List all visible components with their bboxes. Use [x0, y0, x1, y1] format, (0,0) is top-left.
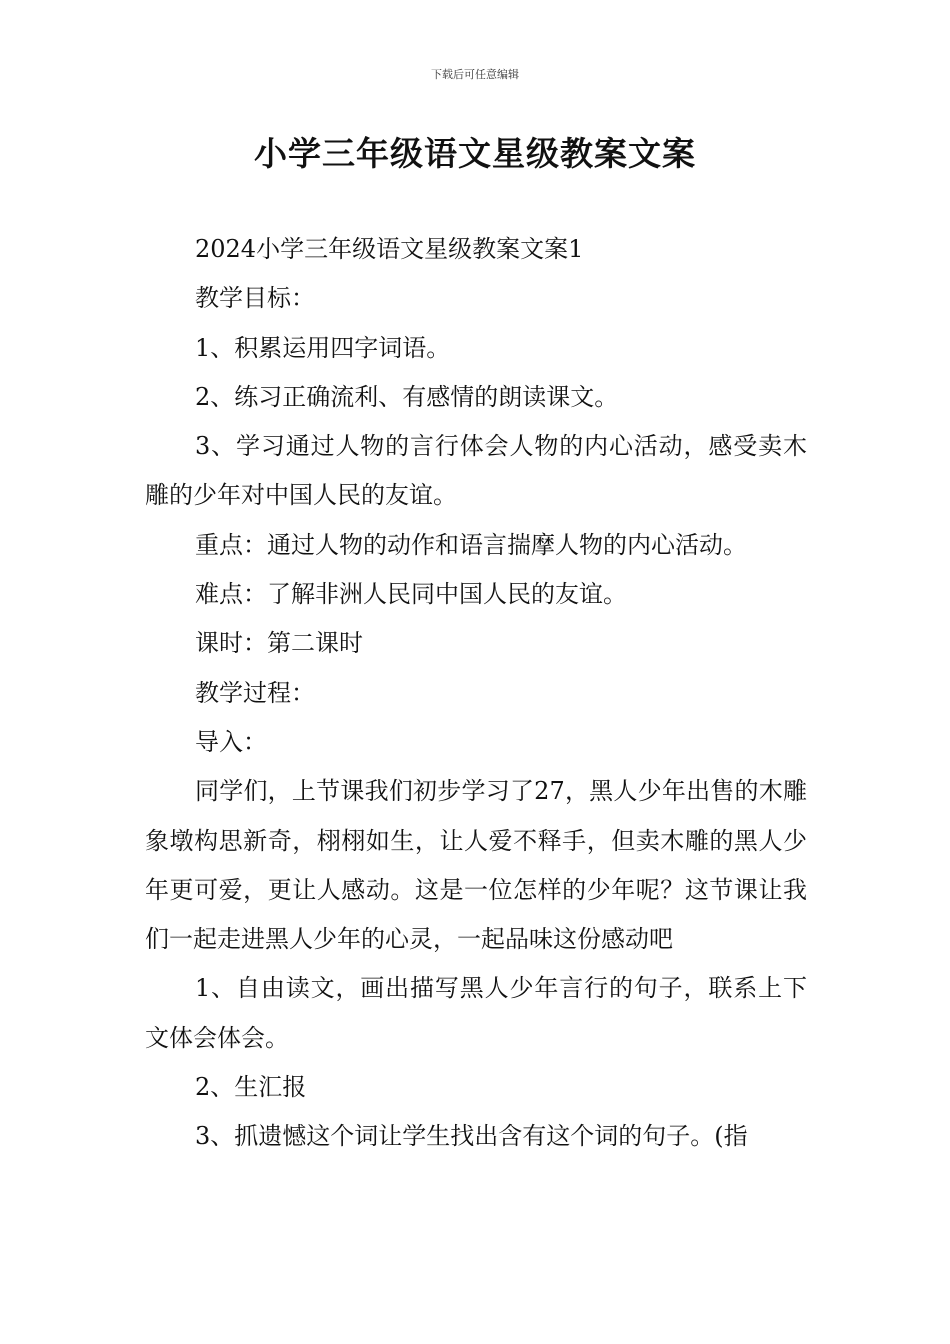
paragraph-key-point: 重点：通过人物的动作和语言揣摩人物的内心活动。 [195, 530, 747, 559]
paragraph-process-heading: 教学过程： [195, 678, 315, 707]
paragraph-subtitle: 2024小学三年级语文星级教案文案1 [195, 235, 584, 263]
paragraph-objective-2: 2、练习正确流利、有感情的朗读课文。 [195, 382, 619, 411]
paragraph-intro-text: 同学们，上节课我们初步学习了27，黑人少年出售的木雕象墩构思新奇，栩栩如生，让人爱不释手，但卖木雕的黑人少年更可爱，更让人感动。这是一位怎样的少年呢？这节课让我们一起走进黑人少年的心灵，一起品味这份感动吧 [145, 777, 807, 954]
paragraph-step-2: 2、生汇报 [195, 1073, 307, 1102]
paragraph-objective-1: 1、积累运用四字词语。 [195, 333, 451, 362]
paragraph-objective-3: 3、学习通过人物的言行体会人物的内心活动，感受卖木雕的少年对中国人民的友谊。 [145, 432, 807, 510]
document-body [145, 225, 807, 1162]
paragraph-class-hours: 课时：第二课时 [195, 629, 363, 658]
paragraph-intro-heading: 导入： [195, 727, 267, 756]
document-title: 小学三年级语文星级教案文案 [254, 134, 696, 173]
paragraph-difficulty: 难点：了解非洲人民同中国人民的友谊。 [195, 580, 627, 609]
paragraph-objectives-heading: 教学目标： [195, 284, 315, 313]
page-header-note: 下载后可任意编辑 [431, 68, 519, 81]
paragraph-step-3: 3、抓遗憾这个词让学生找出含有这个词的句子。(指 [195, 1122, 748, 1151]
paragraph-step-1: 1、自由读文，画出描写黑人少年言行的句子，联系上下文体会体会。 [145, 974, 807, 1052]
